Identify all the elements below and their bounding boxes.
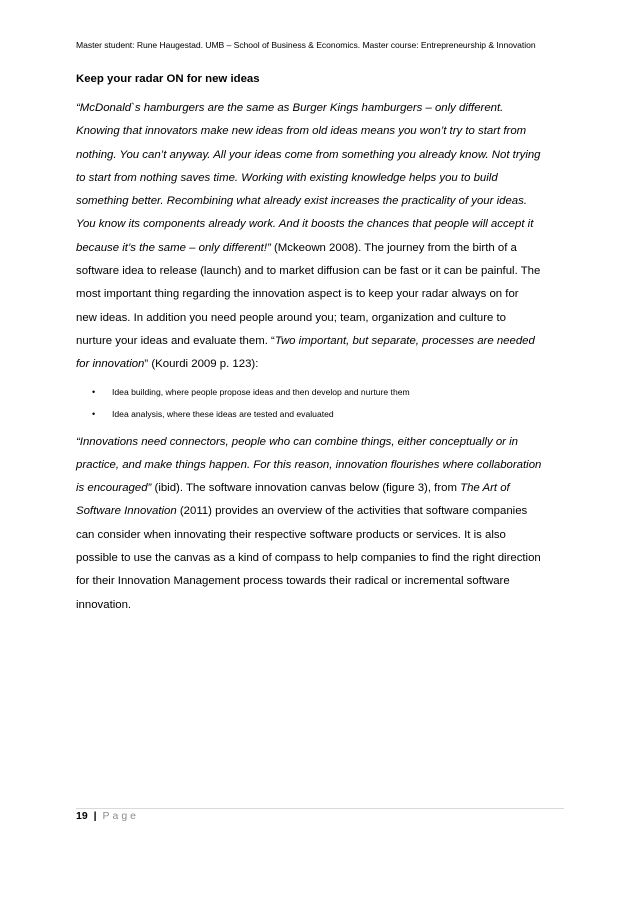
italic-text: “Innovations need connectors, people who can combine things, either conceptually or in <box>76 435 518 448</box>
italic-text: practice, and make things happen. For this reason, innovation flourishes where collaboration <box>76 458 542 471</box>
paragraph-canvas <box>76 431 571 617</box>
italic-text: You know its components already work. And it boosts the chances that people will accept it <box>76 218 534 231</box>
text-line <box>76 454 571 477</box>
italic-text: Two important, but separate, processes are needed <box>274 334 535 347</box>
body-text: (ibid). The software innovation canvas below (figure 3), from <box>151 482 461 495</box>
body-text: nurture your ideas and evaluate them. “ <box>76 334 275 347</box>
page-label: Page <box>102 810 140 822</box>
italic-text: because it’s the same – only different!” <box>76 241 271 254</box>
text-line <box>76 524 571 547</box>
bullet-list <box>76 381 571 425</box>
text-line <box>76 213 571 236</box>
text-line <box>76 547 571 570</box>
italic-text: The Art of <box>460 482 510 495</box>
bullet-item-text: Idea analysis, where these ideas are tested and evaluated <box>112 408 334 419</box>
text-line <box>76 500 571 523</box>
body-text: can consider when innovating their respective software products or services. It is also <box>76 528 506 541</box>
footer-divider <box>76 808 564 809</box>
italic-text: for innovation <box>76 358 145 371</box>
body-text: software idea to release (launch) and to market diffusion can be fast or it can be painful. The <box>76 265 541 278</box>
body-text: for their Innovation Management process towards their radical or incremental software <box>76 575 510 588</box>
body-text: (Mckeown 2008). The journey from the birth of a <box>270 241 517 254</box>
body-text: possible to use the canvas as a kind of compass to help companies to find the right direction <box>76 552 541 565</box>
italic-text: Software Innovation <box>76 505 177 518</box>
text-line <box>76 307 571 330</box>
body-text: ” (Kourdi 2009 p. 123): <box>144 358 259 371</box>
text-line <box>76 431 571 454</box>
text-line <box>76 120 571 143</box>
body-text: most important thing regarding the innovation aspect is to keep your radar always on for <box>76 288 519 301</box>
text-line <box>76 260 571 283</box>
text-line <box>76 97 571 120</box>
italic-text: “McDonald`s hamburgers are the same as Burger Kings hamburgers – only different. <box>76 102 504 114</box>
text-line <box>76 237 571 260</box>
text-line <box>76 167 571 190</box>
text-line <box>76 477 571 500</box>
section-heading: Keep your radar ON for new ideas <box>76 73 260 85</box>
bullet-item-text: Idea building, where people propose ideas and then develop and nurture them <box>112 386 410 397</box>
bullet-icon: • <box>92 408 96 419</box>
footer-separator: | <box>93 810 97 822</box>
body-text: (2011) provides an overview of the activities that software companies <box>176 505 528 518</box>
body-text: new ideas. In addition you need people around you; team, organization and culture to <box>76 311 506 324</box>
text-line <box>76 144 571 167</box>
italic-text: something better. Recombining what already exist increases the practicality of your ideas. <box>76 195 527 208</box>
text-line <box>76 330 571 353</box>
bullet-item-idea-analysis <box>76 403 571 425</box>
text-line <box>76 190 571 213</box>
italic-text: to start from nothing saves time. Working with existing knowledge helps you to build <box>76 171 498 184</box>
page-number: 19 <box>76 810 88 822</box>
page-header: Master student: Rune Haugestad. UMB – School of Business & Economics. Master course: Entrepreneurship & Innovation <box>76 40 536 50</box>
italic-text: Knowing that innovators make new ideas from old ideas means you won’t try to start from <box>76 125 527 138</box>
text-line <box>76 283 571 306</box>
paragraph-intro <box>76 97 571 377</box>
bullet-item-idea-building <box>76 381 571 403</box>
italic-text: nothing. You can’t anyway. All your ideas come from something you already know. Not trying <box>76 148 541 161</box>
text-line <box>76 594 571 617</box>
text-line <box>76 353 571 376</box>
bullet-icon: • <box>92 386 96 397</box>
body-text: innovation. <box>76 598 132 611</box>
page-footer <box>76 810 139 822</box>
page-body <box>76 67 571 617</box>
italic-text: is encouraged” <box>76 482 152 495</box>
text-line <box>76 570 571 593</box>
